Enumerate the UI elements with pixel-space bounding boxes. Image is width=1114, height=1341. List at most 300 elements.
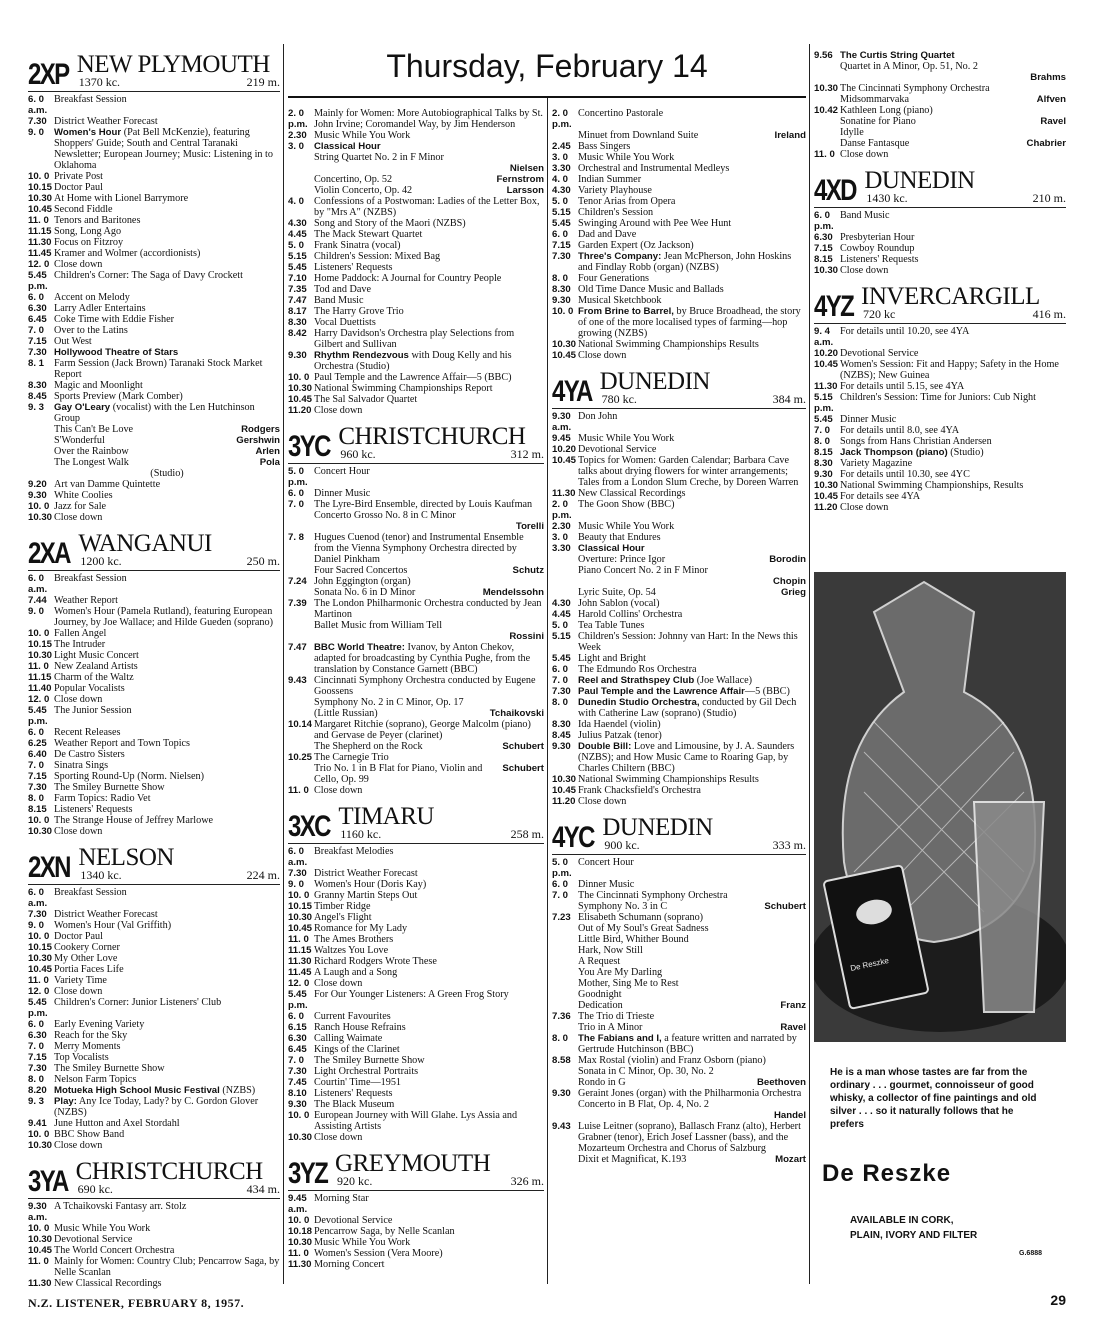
station-name: NEW PLYMOUTH (76, 51, 270, 78)
programme-item (28, 909, 280, 920)
programme-title: White Coolies (54, 490, 113, 501)
programme-subitem (814, 72, 1066, 83)
programme-title: The Curtis String Quartet (840, 50, 955, 61)
programme-item (552, 499, 806, 521)
programme-item (552, 455, 806, 488)
programme-item (288, 642, 544, 675)
programme-title: Recent Releases (54, 727, 121, 738)
programme-time: 6. 0 (288, 1011, 305, 1022)
programme-title: De Castro Sisters (54, 749, 125, 760)
programme-title: Art van Damme Quintette (54, 479, 161, 490)
programme-item (28, 259, 280, 270)
programme-time: 10.30 (814, 83, 839, 94)
composer: Tchaikovski (489, 708, 544, 719)
programme-title: Dinner Music (578, 879, 635, 890)
programme-time: 7.23 (552, 912, 571, 923)
programme-item (814, 348, 1066, 359)
programme-item (28, 1096, 280, 1118)
footer-publication: N.Z. LISTENER, FEBRUARY 8, 1957. (28, 1296, 245, 1310)
programme-time: 7.15 (552, 240, 571, 251)
programme-subitem (288, 174, 544, 185)
programme-title: Cookery Corner (54, 942, 120, 953)
programme-subitem (288, 741, 544, 752)
programme-time: 8. 1 (28, 358, 45, 369)
station-frequency: 900 kc. (604, 838, 640, 852)
programme-time: 11.20 (814, 502, 838, 513)
programme-time: 7. 0 (288, 499, 305, 510)
programme-item (288, 229, 544, 240)
programme-item (288, 532, 544, 565)
programme-time: 11. 0 (28, 215, 49, 226)
programme-item (552, 857, 806, 879)
programme-title: Devotional Service (578, 444, 657, 455)
programme-title: Harry Davidson's Orchestra play Selections from Gilbert and Sullivan (314, 328, 515, 350)
programme-time: 10.30 (288, 1237, 313, 1248)
programme-subitem (814, 94, 1066, 105)
programme-time: 10.15 (288, 901, 313, 912)
programme-item (28, 1118, 280, 1129)
programme-title: Dad and Dave (578, 229, 637, 240)
programme-time: 8.42 (288, 328, 307, 339)
programme-item (288, 1044, 544, 1055)
programme-item (814, 480, 1066, 491)
work-title: A Request (578, 956, 621, 967)
programme-title: Larry Adler Entertains (54, 303, 146, 314)
programme-item (28, 953, 280, 964)
programme-time: 5.15 (288, 251, 307, 262)
station-header (28, 50, 280, 90)
station-rule (28, 570, 280, 571)
programme-subitem (552, 565, 806, 576)
programme-time: 7.30 (288, 1066, 307, 1077)
programme-time: 6.30 (28, 303, 47, 314)
composer: Borodin (769, 554, 806, 565)
programme-item (552, 543, 806, 554)
programme-item (288, 405, 544, 416)
station-rule (28, 1198, 280, 1199)
programme-title: Indian Summer (578, 174, 642, 185)
programme-subitem (552, 901, 806, 912)
station-continued (552, 108, 806, 361)
column-4 (814, 44, 1066, 516)
programme-item (814, 458, 1066, 469)
programme-title: Jack Thompson (piano) (Studio) (840, 447, 984, 458)
programme-title: Granny Martin Steps Out (314, 890, 418, 901)
programme-item (814, 359, 1066, 381)
programme-item (552, 196, 806, 207)
programme-title: For details until 5.15, see 4YA (840, 381, 965, 392)
station-wavelength: 333 m. (772, 838, 806, 852)
programme-item (814, 381, 1066, 392)
programme-time: 6.25 (28, 738, 47, 749)
programme-item (288, 328, 544, 350)
programme-item (814, 83, 1066, 94)
station-3ya (28, 1157, 280, 1289)
programme-title: Listeners' Requests (840, 254, 919, 265)
programme-title: The Trio di Trieste (578, 1011, 655, 1022)
programme-time: 7. 0 (814, 425, 831, 436)
programme-title: June Hutton and Axel Stordahl (54, 1118, 180, 1129)
programme-time: 10.30 (552, 774, 577, 785)
programme-title: Women's Hour (Val Griffith) (54, 920, 172, 931)
programme-item (288, 1259, 544, 1270)
programme-title: Vocal Duettists (314, 317, 376, 328)
programme-item (288, 306, 544, 317)
work-title: Ballet Music from William Tell (314, 620, 443, 631)
programme-item (28, 237, 280, 248)
programme-item (28, 771, 280, 782)
programme-time: 7.15 (28, 336, 47, 347)
programme-time: 9.45 (552, 433, 571, 444)
programme-title: The Strange House of Jeffrey Marlowe (54, 815, 214, 826)
station-rule (814, 207, 1066, 208)
programme-item (28, 1052, 280, 1063)
programme-subitem (552, 1099, 806, 1110)
programme-title: Weather Report and Town Topics (54, 738, 191, 749)
programme-time: 6. 0 (552, 229, 569, 240)
station-rule (288, 463, 544, 464)
programme-item (288, 273, 544, 284)
programme-time: 10.45 (814, 491, 839, 502)
programme-time: 11.30 (288, 956, 312, 967)
programme-item (28, 661, 280, 672)
programme-title: Ranch House Refrains (314, 1022, 406, 1033)
station-header (814, 282, 1066, 322)
programme-subitem (552, 956, 806, 967)
station-wavelength: 250 m. (246, 554, 280, 568)
programme-subitem (552, 587, 806, 598)
programme-item (814, 392, 1066, 414)
programme-title: Light and Bright (578, 653, 646, 664)
programme-time: 5.45 p.m. (28, 997, 48, 1019)
programme-time: 10.45 (552, 785, 577, 796)
programme-item (814, 469, 1066, 480)
work-title: The Longest Walk (54, 457, 129, 468)
programme-time: 6.30 (814, 232, 833, 243)
programme-title: My Other Love (54, 953, 118, 964)
programme-item (552, 229, 806, 240)
programme-subitem (552, 576, 806, 587)
composer: Ireland (774, 130, 806, 141)
programme-item (288, 1226, 544, 1237)
programme-time: 10. 0 (28, 1223, 50, 1234)
programme-item (288, 1237, 544, 1248)
programme-title: The Smiley Burnette Show (314, 1055, 425, 1066)
programme-time: 5. 0 (288, 240, 305, 251)
programme-time: 9.56 (814, 50, 833, 61)
programme-time: 11. 0 (28, 975, 49, 986)
station-4yc (552, 813, 806, 1165)
programme-title: Old Time Dance Music and Ballads (578, 284, 724, 295)
callsign: 4XD (814, 174, 856, 207)
programme-title: District Weather Forecast (54, 909, 158, 920)
programme-item (552, 185, 806, 196)
programme-title: Dinner Music (840, 414, 897, 425)
station-rule (552, 408, 806, 409)
programme-title: Nelson Farm Topics (54, 1074, 137, 1085)
programme-time: 4.30 (552, 185, 571, 196)
programme-time: 2.45 (552, 141, 571, 152)
programme-time: 10.30 (288, 383, 313, 394)
programme-title: The World Concert Orchestra (54, 1245, 175, 1256)
programme-item (28, 380, 280, 391)
programme-item (28, 986, 280, 997)
programme-time: 8.45 (552, 730, 571, 741)
programme-item (814, 232, 1066, 243)
programme-subitem (814, 127, 1066, 138)
programme-item (28, 336, 280, 347)
programme-time: 9. 3 (28, 402, 45, 413)
programme-time: 7. 0 (28, 760, 45, 771)
programme-item (28, 325, 280, 336)
programme-title: Listeners' Requests (314, 262, 393, 273)
programme-time: 7.36 (552, 1011, 571, 1022)
programme-time: 12. 0 (28, 986, 50, 997)
callsign: 4YC (552, 821, 594, 854)
programme-item (552, 1088, 806, 1099)
programme-time: 5. 0 (552, 620, 569, 631)
programme-time: 11.45 (288, 967, 312, 978)
programme-item (552, 339, 806, 350)
programme-title: Close down (840, 149, 889, 160)
programme-title: Concert Hour (578, 857, 634, 868)
programme-title: Close down (54, 259, 103, 270)
programme-time: 6. 0 (552, 879, 569, 890)
programme-time: 8.10 (288, 1088, 307, 1099)
station-frequency: 720 kc (863, 307, 896, 321)
programme-time: 10.30 (28, 512, 53, 523)
programme-item (28, 270, 280, 292)
programme-time: 4.45 (552, 609, 571, 620)
programme-title: Frank Chacksfield's Orchestra (578, 785, 701, 796)
programme-time: 10. 0 (28, 171, 50, 182)
programme-time: 7. 8 (288, 532, 305, 543)
programme-time: 2. 0 p.m. (288, 108, 308, 130)
work-title: Concertino, Op. 52 (314, 174, 393, 185)
programme-title: The Harry Grove Trio (314, 306, 404, 317)
station-frequency: 1200 kc. (80, 554, 122, 568)
programme-item (28, 204, 280, 215)
programme-item (28, 931, 280, 942)
programme-time: 7. 0 (552, 675, 569, 686)
programme-item (288, 499, 544, 510)
work-title: S'Wonderful (54, 435, 105, 446)
programme-title: Women's Hour (Pamela Rutland), featuring European Journey, by Joe Wallace; and Hilde Gueden (soprano) (54, 606, 273, 628)
programme-item (28, 94, 280, 116)
work-title: Rondo in G (578, 1077, 626, 1088)
programme-time: 7.24 (288, 576, 307, 587)
programme-item (288, 262, 544, 273)
composer: Schubert (502, 763, 544, 774)
programme-subitem (552, 1066, 806, 1077)
programme-subitem (552, 945, 806, 956)
programme-time: 9. 4 a.m. (814, 326, 834, 348)
programme-time: 5.15 (552, 631, 571, 642)
programme-item (288, 251, 544, 262)
work-title: Lyric Suite, Op. 54 (578, 587, 656, 598)
programme-time: 7.44 (28, 595, 47, 606)
programme-time: 9.30 a.m. (552, 411, 572, 433)
work-title: Piano Concert No. 2 in F Minor (578, 565, 708, 576)
ad-brand: De Reszke (822, 1160, 952, 1187)
programme-item (552, 141, 806, 152)
programme-time: 8.58 (552, 1055, 571, 1066)
programme-time: 11. 0 (28, 661, 49, 672)
programme-item (28, 826, 280, 837)
programme-time: 6. 0 a.m. (28, 573, 48, 595)
station-frequency: 1160 kc. (340, 827, 382, 841)
programme-time: 5.45 (552, 218, 571, 229)
programme-time: 10.14 (288, 719, 313, 730)
programme-item (28, 1063, 280, 1074)
work-title: The Shepherd on the Rock (314, 741, 423, 752)
programme-title: Julius Patzak (tenor) (578, 730, 662, 741)
cigarette-advertisement (814, 572, 1066, 1272)
programme-title: Presbyterian Hour (840, 232, 915, 243)
programme-title: European Journey with Will Glahe. Lys Assia and Assisting Artists (314, 1110, 518, 1132)
programme-time: 11.30 (28, 1278, 52, 1289)
programme-title: Tod and Dave (314, 284, 371, 295)
programme-title: Topics for Women: Garden Calendar; Barbara Cave talks about drying flowers for winter arrangements; Tales from a London Slum Creche, by Doreen Warren (578, 455, 799, 488)
programme-time: 10. 0 (28, 815, 50, 826)
programme-subitem (552, 1154, 806, 1165)
work-title: Four Sacred Concertos (314, 565, 408, 576)
programme-time: 4. 0 (288, 196, 305, 207)
programme-title: Garden Expert (Oz Jackson) (578, 240, 694, 251)
programme-title: For details see 4YA (840, 491, 921, 502)
programme-item (552, 174, 806, 185)
programme-title: The Edmundo Ros Orchestra (578, 664, 697, 675)
programme-title: Close down (54, 986, 103, 997)
programme-time: 7.30 (288, 868, 307, 879)
programme-time: 4.30 (288, 218, 307, 229)
station-info (75, 50, 280, 90)
work-title: Midsommarvaka (840, 94, 910, 105)
programme-title: Close down (840, 265, 889, 276)
programme-item (28, 116, 280, 127)
programme-title: Out West (54, 336, 92, 347)
programme-time: 7.30 (28, 1063, 47, 1074)
programme-item (28, 793, 280, 804)
programme-time: 11. 0 (288, 1248, 309, 1259)
work-title: Concerto in B Flat, Op. 4, No. 2 (578, 1099, 710, 1110)
programme-item (28, 182, 280, 193)
programme-title: The Junior Session (54, 705, 132, 716)
programme-title: Light Orchestral Portraits (314, 1066, 419, 1077)
programme-title: Close down (54, 1140, 103, 1151)
programme-title: Accent on Melody (54, 292, 130, 303)
programme-item (28, 782, 280, 793)
programme-item (288, 1110, 544, 1132)
programme-title: A Tchaikovski Fantasy arr. Stolz (54, 1201, 187, 1212)
programme-title: For details until 8.0, see 4YA (840, 425, 960, 436)
programme-time: 4. 0 (552, 174, 569, 185)
programme-item (28, 606, 280, 628)
programme-item (288, 1215, 544, 1226)
programme-title: Three's Company: Jean McPherson, John Hoskins and Findlay Robb (organ) (NZBS) (578, 251, 792, 273)
programme-time: 9. 0 (28, 606, 45, 617)
programme-item (28, 804, 280, 815)
work-title: Violin Concerto, Op. 42 (314, 185, 413, 196)
programme-subitem (288, 565, 544, 576)
programme-title: The Cincinnati Symphony Orchestra (840, 83, 990, 94)
programme-title: Pencarrow Saga, by Nelle Scanlan (314, 1226, 455, 1237)
composer: Beethoven (756, 1077, 806, 1088)
programme-item (552, 207, 806, 218)
station-frequency: 1430 kc. (866, 191, 908, 205)
programme-title: Tenor Arias from Opera (578, 196, 676, 207)
composer: Rossini (509, 631, 544, 642)
programme-subitem (28, 424, 280, 435)
programme-item (28, 1041, 280, 1052)
programme-time: 12. 0 (28, 259, 50, 270)
callsign: 3YZ (288, 1157, 328, 1190)
programme-subitem (288, 521, 544, 532)
programme-item (814, 436, 1066, 447)
programme-subitem (288, 185, 544, 196)
work-title: Goodnight (578, 989, 622, 1000)
station-3yc (288, 422, 544, 796)
programme-time: 2.30 (552, 521, 571, 532)
column-divider (547, 98, 548, 1284)
programme-title: Breakfast Melodies (314, 846, 394, 857)
programme-time: 9.30 (814, 469, 833, 480)
programme-time: 10.15 (28, 182, 53, 193)
programme-title: Morning Star (314, 1193, 369, 1204)
callsign: 2XN (28, 851, 70, 884)
programme-title: Doctor Paul (54, 182, 103, 193)
programme-time: 10.30 (288, 912, 313, 923)
programme-title: Paul Temple and the Lawrence Affair—5 (BBC) (314, 372, 512, 383)
programme-item (28, 479, 280, 490)
programme-time: 7.47 (288, 295, 307, 306)
station-wavelength: 384 m. (772, 392, 806, 406)
programme-time: 11.30 (28, 237, 52, 248)
station-frequency: 780 kc. (601, 392, 637, 406)
programme-item (814, 210, 1066, 232)
programme-item (552, 295, 806, 306)
station-info (74, 1157, 280, 1197)
programme-item (288, 394, 544, 405)
station-info (76, 529, 280, 569)
programme-title: Morning Concert (314, 1259, 385, 1270)
programme-time: 6. 0 (28, 1019, 45, 1030)
programme-title: Musical Sketchbook (578, 295, 662, 306)
page-title: Thursday, February 14 (386, 48, 708, 84)
programme-title: Songs from Hans Christian Andersen (840, 436, 992, 447)
programme-time: 8.30 (28, 380, 47, 391)
programme-item (28, 1030, 280, 1041)
programme-title: Close down (54, 694, 103, 705)
station-continued (814, 50, 1066, 160)
work-title: Danse Fantasque (840, 138, 910, 149)
composer: Arlen (255, 446, 280, 457)
station-rule (28, 884, 280, 885)
programme-title: Close down (314, 978, 363, 989)
programme-item (288, 945, 544, 956)
programme-title: The Goon Show (BBC) (578, 499, 675, 510)
programme-time: 11.45 (28, 248, 52, 259)
programme-item (28, 1140, 280, 1151)
programme-time: 12. 0 (288, 978, 310, 989)
programme-time: 10. 0 (288, 372, 310, 383)
column-3 (552, 102, 806, 1168)
programme-title: Children's Session (578, 207, 654, 218)
programme-item (814, 243, 1066, 254)
programme-title: Early Evening Variety (54, 1019, 145, 1030)
programme-item (552, 488, 806, 499)
page-number: 29 (1050, 1292, 1066, 1308)
